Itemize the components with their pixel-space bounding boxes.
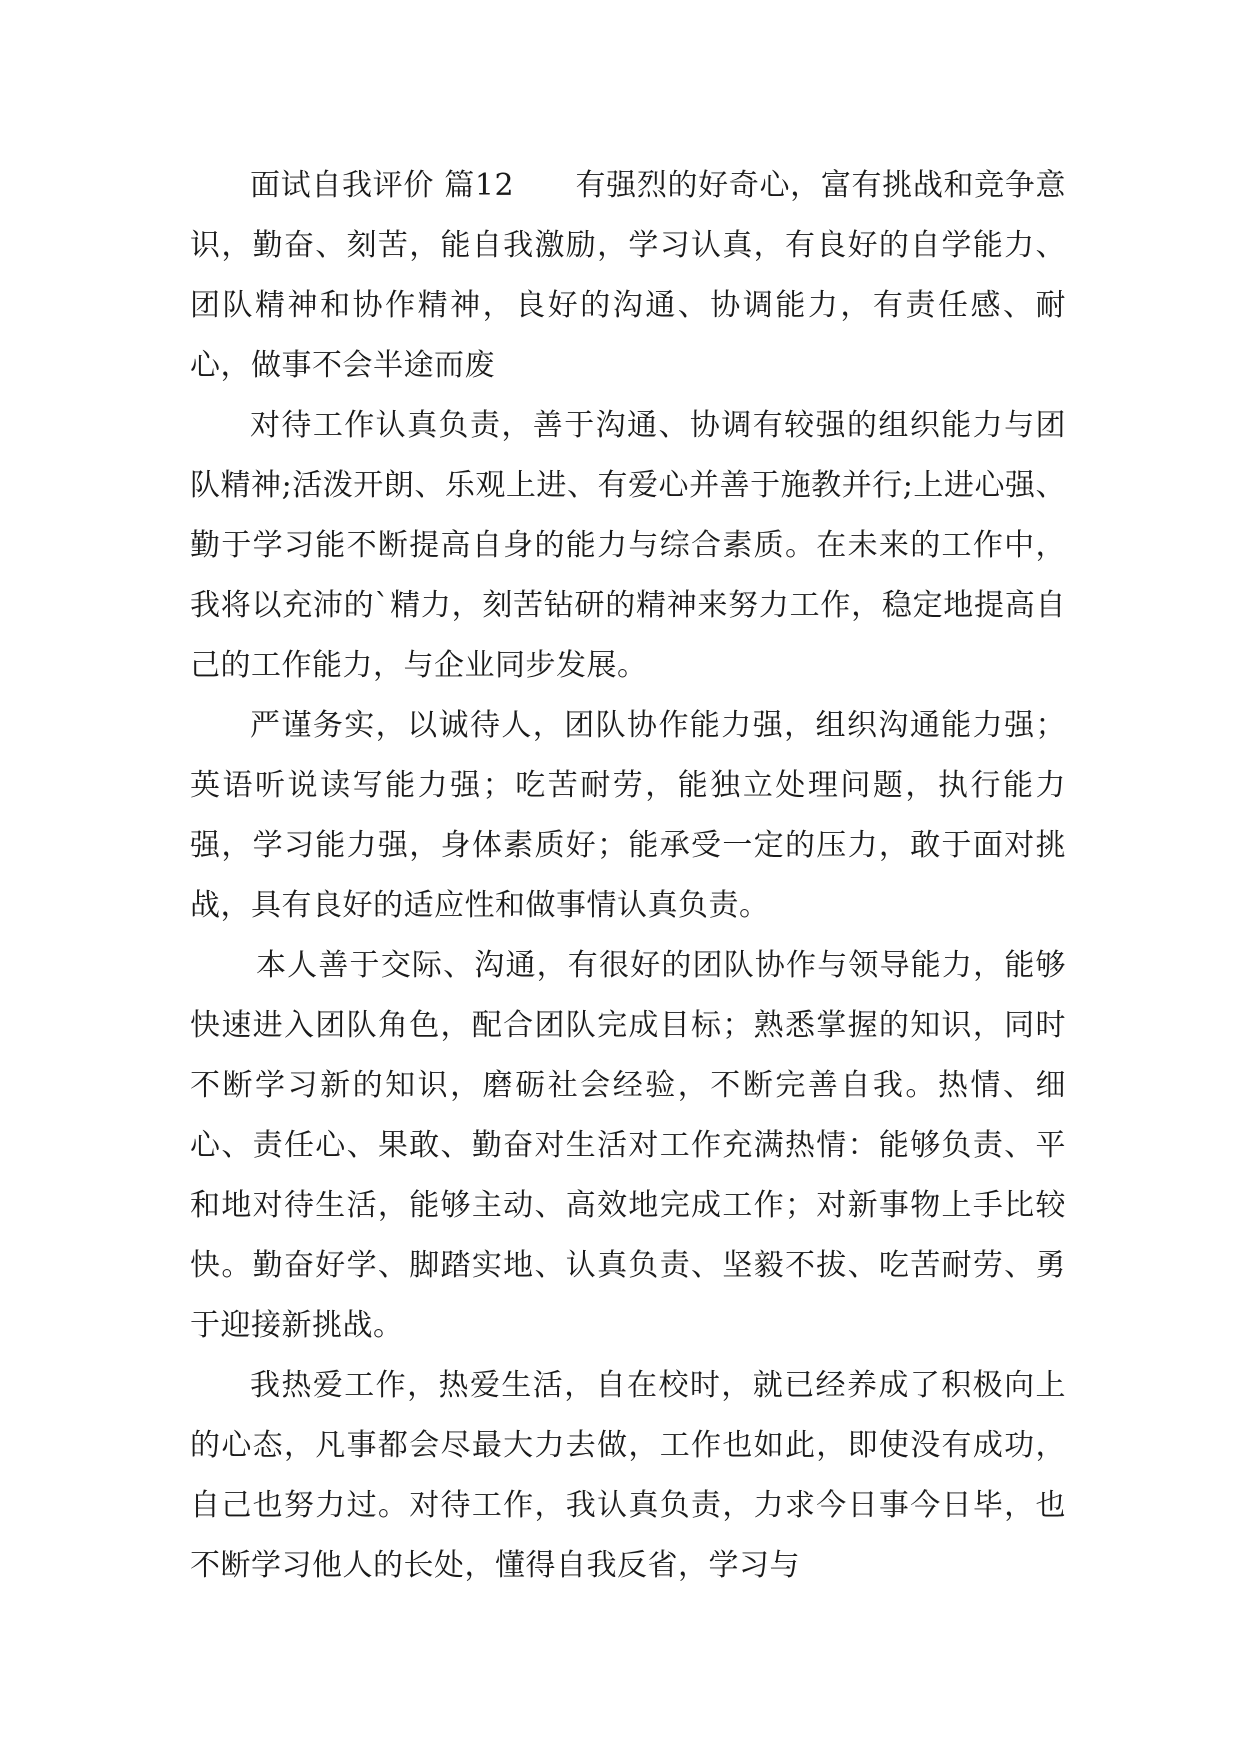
paragraph-1: 面试自我评价 篇12 有强烈的好奇心，富有挑战和竞争意识，勤奋、刻苦，能自我激励，学习认真，有良好的自学能力、团队精神和协作精神，良好的沟通、协调能力，有责任感、耐心，做事不会半途而废 <box>190 168 1066 383</box>
paragraph-2: 对待工作认真负责，善于沟通、协调有较强的组织能力与团队精神;活泼开朗、乐观上进、有爱心并善于施教并行;上进心强、勤于学习能不断提高自身的能力与综合素质。在未来的工作中，我将以充沛的`精力，刻苦钻研的精神来努力工作，稳定地提高自己的工作能力，与企业同步发展。 <box>190 408 1066 683</box>
paragraph-4: 本人善于交际、沟通，有很好的团队协作与领导能力，能够快速进入团队角色，配合团队完成目标；熟悉掌握的知识，同时不断学习新的知识，磨砺社会经验，不断完善自我。热情、细心、责任心、果敢、勤奋对生活对工作充满热情：能够负责、平和地对待生活，能够主动、高效地完成工作；对新事物上手比较快。勤奋好学、脚踏实地、认真负责、坚毅不拔、吃苦耐劳、勇于迎接新挑战。 <box>190 948 1066 1343</box>
document-body <box>190 156 1066 1596</box>
paragraph-5: 我热爱工作，热爱生活，自在校时，就已经养成了积极向上的心态，凡事都会尽最大力去做，工作也如此，即使没有成功，自己也努力过。对待工作，我认真负责，力求今日事今日毕，也不断学习他人的长处，懂得自我反省，学习与 <box>190 1368 1066 1583</box>
paragraph-3: 严谨务实，以诚待人，团队协作能力强，组织沟通能力强；英语听说读写能力强；吃苦耐劳，能独立处理问题，执行能力强，学习能力强，身体素质好；能承受一定的压力，敢于面对挑战，具有良好的适应性和做事情认真负责。 <box>190 708 1066 923</box>
